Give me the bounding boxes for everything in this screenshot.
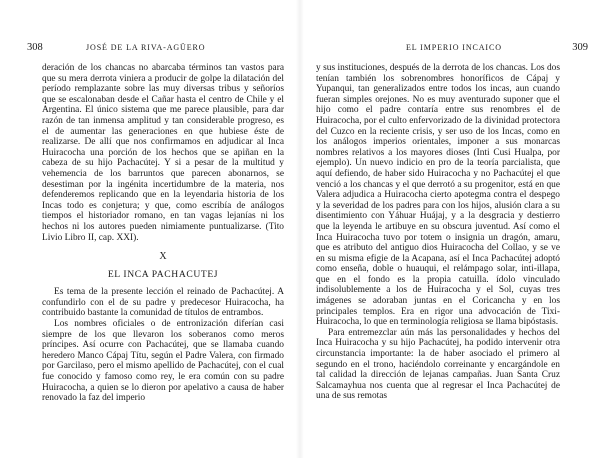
chapter-title: EL INCA PACHACUTEJ [107, 268, 219, 280]
page-number: 309 [572, 42, 588, 53]
right-page [312, 0, 600, 458]
book-gutter [296, 0, 304, 458]
left-page-body [42, 63, 284, 452]
paragraph: y sus instituciones, después de la derrota de los chancas. Los dos tenían también los sobrenombres honoríficos de Cápaj y Yupanqui, tan generalizados entre todos los incas, aun cuando fueran simples orejones. No es muy aventurado suponer que el hijo como el padre contaría entre sus renombres el de Huiracocha, por el culto enfervorizado de la divinidad protectora del Cuzco en la reciente crisis, y ser uso de los Incas, como en los análogos imperios orientales, imponer a sus monarcas nombres relativos a los mayores dioses (Inti Cusi Hualpa, por ejemplo). Un nuevo indicio en pro de la teoría parcialista, que aquí defiendo, de haber sido Huiracocha y no Pachacútej el que venció a los chancas y el que derrotó a su progenitor, está en que Valera adjudica a Huiracocha cierto apotegma contra el despego y la severidad de los padres para con los hijos, alusión clara a su disentimiento con Yáhuar Huájaj, y a la desgracia y destierro que la leyenda le artibuye en su obscura juventud. Así como el Inca Huiracocha tuvo por totem o insignia un dragón, amaru, que es atributo del antiguo dios Huiracocha del Collao, y se ve en su misma efigie de la Acapana, así el Inca Pachacútej adoptó como enseña, doble o huauqui, el relámpago solar, inti-illapa, que en el fondo es la propia catuilla. ídolo vinculado indisolublemente a los de Huiracocha y el Sol, cuyas tres imágenes se adoraban juntas en el Coricancha y en los principales templos. Era en rigor una advocación de Tixi-Huiracocha, lo que en terminología religiosa se llama bipóstasis. [316, 63, 560, 328]
left-page-header [0, 42, 288, 54]
paragraph: Los nombres oficiales o de entronización diferían casi siempre de los que llevaron los soberanos como meros príncipes. Así ocurre con Pachacútej, que se llamaba cuando heredero Manco Cápaj Títu, según el Padre Valera, con firmado por Garcilaso, pero el mismo apellido de Pachacútej, con el cual fue conocido y famoso como rey, le era común con su padre Huiracocha, a quien se lo dieron por apelativo a causa de haber renovado la faz del imperio [42, 319, 284, 404]
right-page-body [316, 63, 560, 452]
paragraph: Es tema de la presente lección el reinado de Pachacútej. A confundirlo con el de su padre y predecesor Huiracocha, ha contribuido bastante la comunidad de títulos de entrambos. [42, 287, 284, 319]
page-number: 308 [27, 42, 43, 53]
left-page [0, 0, 288, 458]
right-page-header [312, 42, 600, 54]
paragraph: deración de los chancas no abarcaba términos tan vastos para que su mera derrota viniera a producir de golpe la dilatación del período remplazante sobre las muy diversas tribus y señoríos que se escalonaban desde el Cañar hasta el centro de Chile y el Argentina. El único sistema que me parece plausible, para dar razón de tan inmensa amplitud y tan considerable progreso, es el de aumentar las generaciones en que hubiese éste de realizarse. De allí que nos confirmamos en adjudicar al Inca Huiracocha una porción de los hechos que se apiñan en la cabeza de su hijo Pachacútej. Y si a pesar de la multitud y vehemencia de los barruntos que parecen abonarnos, se desestiman por la ingénita incertidumbre de la materia, nos defenderemos replicando que en la leyendaria historia de los Incas todo es conjetura; y que, como escribía de análogos tiempos el historiador romano, en tan vagas lejanías ni los hechos ni los autores pueden nimiamente puntualizarse. (Tito Livio Libro II, cap. XXI). [42, 63, 284, 243]
running-head: EL IMPERIO INCAICO [406, 43, 502, 52]
chapter-number: X [159, 251, 167, 263]
paragraph: Para entremezclar aún más las personalidades y hechos del Inca Huiracocha y su hijo Pachacútej, ha podido intervenir otra circunstancia importante: la de haber asociado el primero al segundo en el trono, haciéndolo correinante y encargándole en tal calidad la dirección de lejanas campañas. Juan Santa Cruz Salcamayhua nos cuenta que al regresar el Inca Pachacútej de una de sus remotas [316, 327, 560, 402]
running-head: JOSÉ DE LA RIVA-AGÜERO [86, 43, 206, 52]
